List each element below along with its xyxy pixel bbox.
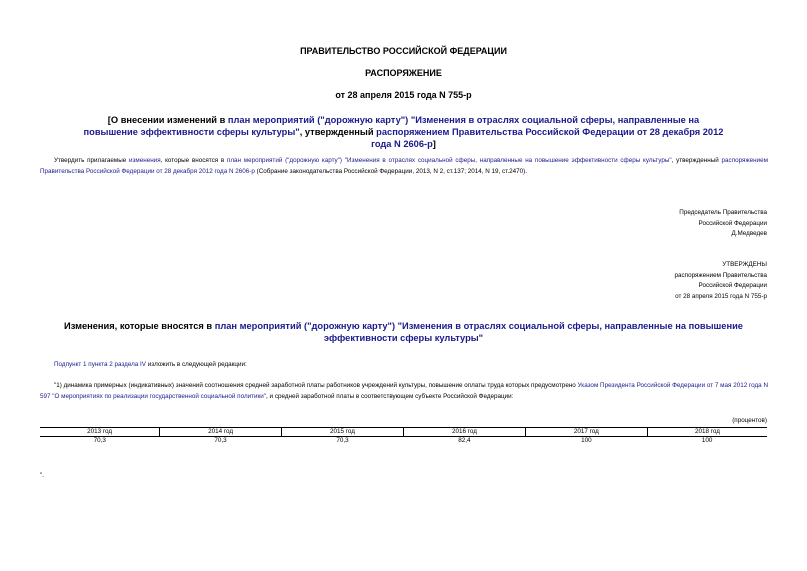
- table-header-cell: 2018 год: [647, 428, 767, 437]
- table-header-cell: 2017 год: [525, 428, 647, 437]
- table-cell: 100: [581, 437, 592, 444]
- signature-block: [679, 208, 767, 240]
- document-title: [80, 114, 727, 150]
- body-text-3: , утвержденный: [671, 157, 722, 164]
- title-mid-text: , утвержденный: [299, 127, 377, 137]
- title-bracket-close: ]: [432, 139, 436, 149]
- changes-title-plan-link[interactable]: план мероприятий ("дорожную карту") "Изменения в отраслях социальной сферы, направленные на повышение эффективности сферы культуры": [214, 321, 743, 343]
- approval-line-2: распоряжением Правительства: [674, 271, 767, 279]
- table-header-cell: 2013 год: [40, 428, 160, 437]
- body-text-4: (Собрание законодательства Российской Федерации, 2013, N 2, ст.137; 2014, N 19, ст.2470).: [254, 167, 527, 175]
- body-paragraph: [40, 156, 768, 177]
- signature-position: Председатель Правительства: [679, 209, 767, 216]
- table-cell: 70,3: [214, 437, 227, 444]
- table-header-row: [40, 428, 767, 437]
- body-text-2: , которые вносятся в: [160, 157, 227, 164]
- quote-text-1: "1) динамика примерных (индикативных) значений соотношения средней заработной платы работников учреждений культуры, повышение оплаты труда которых предусмотрено: [54, 382, 578, 389]
- decree-link[interactable]: Указом Президента Российской Федерации от 7 мая 2012 года N 597 "О мероприятиях по реализации государственной социальной политики": [40, 382, 768, 400]
- approval-line-4: от 28 апреля 2015 года N 755-р: [675, 292, 767, 300]
- table-header-cell: 2014 год: [160, 428, 282, 437]
- approval-block: [675, 260, 767, 302]
- document-date-number: от 28 апреля 2015 года N 755-р: [335, 90, 472, 100]
- table-row: [40, 437, 767, 446]
- instruction-text: изложить в следующей редакции:: [146, 361, 247, 368]
- document-type: РАСПОРЯЖЕНИЕ: [365, 68, 442, 78]
- closing-quote: ".: [40, 472, 44, 479]
- table-cell: 70,3: [336, 437, 349, 444]
- table-cell: 70,3: [93, 437, 106, 444]
- subparagraph-link[interactable]: Подпункт 1 пункта 2 раздела IV: [54, 361, 147, 368]
- order-link[interactable]: распоряжением Правительства Российской Федерации от 28 декабря 2012 года N 2606-р: [40, 157, 768, 175]
- table-cell: 100: [701, 437, 713, 444]
- title-bracket-open: [О внесении изменений в: [107, 115, 228, 125]
- title-order-link[interactable]: распоряжением Правительства Российской Федерации от 28 декабря 2012 года N 2606-р: [371, 127, 724, 149]
- table-header-cell: 2015 год: [282, 428, 404, 437]
- title-plan-link[interactable]: план мероприятий ("дорожную карту") "Изменения в отраслях социальной сферы, направленные на повышение эффективности сферы культуры": [83, 115, 700, 137]
- instruction-line: [54, 360, 247, 371]
- approval-heading: УТВЕРЖДЕНЫ: [722, 261, 767, 268]
- quote-paragraph: [40, 381, 768, 402]
- body-text-1: Утвердить прилагаемые: [54, 157, 129, 164]
- quote-text-2: , и средней заработной платы в соответствующем субъекте Российской Федерации:: [266, 392, 514, 400]
- changes-title-text: Изменения, которые вносятся в: [64, 321, 215, 331]
- changes-link[interactable]: изменения: [128, 157, 161, 164]
- signature-country: Российской Федерации: [698, 219, 767, 227]
- approval-line-3: Российской Федерации: [698, 282, 767, 289]
- table-unit: (процентов): [732, 417, 767, 424]
- government-name: ПРАВИТЕЛЬСТВО РОССИЙСКОЙ ФЕДЕРАЦИИ: [300, 46, 507, 56]
- table-cell: 82,4: [458, 437, 471, 444]
- signature-name: Д.Медведев: [731, 230, 767, 237]
- plan-link[interactable]: план мероприятий ("дорожную карту") "Изменения в отраслях социальной сферы, направленные на повышение эффективности сферы культуры": [226, 157, 672, 164]
- table-header-cell: 2016 год: [403, 428, 525, 437]
- data-table: [40, 427, 767, 445]
- changes-title: [40, 320, 767, 344]
